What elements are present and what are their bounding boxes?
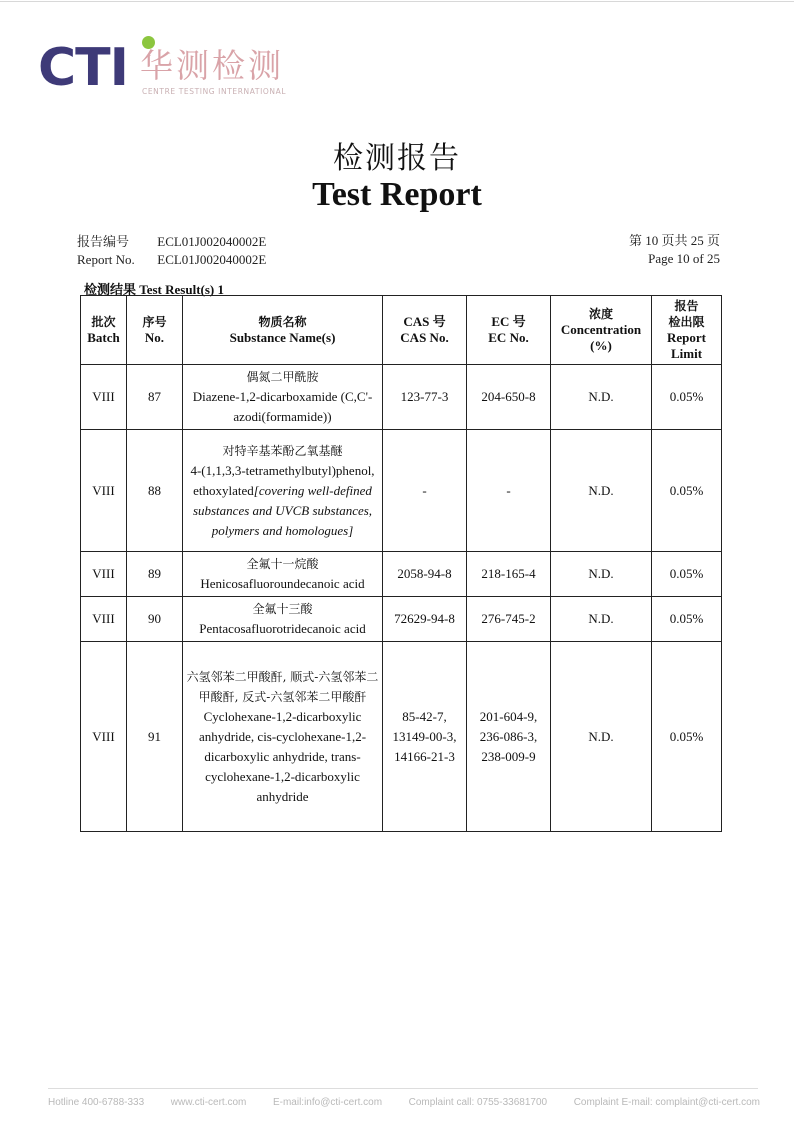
substance-name-en-italic: [covering well-defined substances and UVCB substances, polymers and homologues]	[192, 482, 373, 538]
cell-limit: 0.05%	[652, 642, 722, 832]
footer	[48, 1097, 760, 1108]
logo-name-cn: 华测检测	[140, 46, 284, 85]
cell-batch: VIII	[81, 597, 127, 642]
page-number-block	[629, 232, 720, 268]
cell-concentration: N.D.	[551, 365, 652, 430]
substance-name-en: Diazene-1,2-dicarboxamide (C,C'-azodi(formamide))	[192, 389, 373, 424]
table-row	[81, 365, 722, 430]
cell-no: 90	[127, 597, 183, 642]
report-no-label-cn: 报告编号	[77, 234, 130, 249]
cell-limit: 0.05%	[652, 552, 722, 597]
cell-substance-name	[183, 642, 383, 832]
cell-concentration: N.D.	[551, 552, 652, 597]
title-cn: 检测报告	[333, 141, 461, 176]
table-row	[81, 430, 722, 552]
substance-name-cn: 全氟十一烷酸	[246, 557, 319, 571]
cell-no: 91	[127, 642, 183, 832]
cell-batch: VIII	[81, 365, 127, 430]
substance-name-cn: 六氢邻苯二甲酸酐, 顺式-六氢邻苯二甲酸酐, 反式-六氢邻苯二甲酸酐	[186, 669, 379, 704]
substance-name-en: Cyclohexane-1,2-dicarboxylic anhydride, cis-cyclohexane-1,2-dicarboxylic anhydride, trans-cyclohexane-1,2-dicarboxylic anhydride	[198, 708, 367, 804]
report-no-label-en: Report No.	[77, 252, 135, 267]
table-row	[81, 552, 722, 597]
cell-batch: VIII	[81, 552, 127, 597]
top-rule	[0, 1, 794, 2]
logo-name-en: CENTRE TESTING INTERNATIONAL	[142, 87, 287, 96]
cell-limit: 0.05%	[652, 365, 722, 430]
substance-name-en: Henicosafluoroundecanoic acid	[200, 576, 365, 591]
header-no: 序号 No.	[127, 296, 183, 365]
header-concentration: 浓度 Concentration (%)	[551, 296, 652, 365]
header-cas: CAS 号 CAS No.	[383, 296, 467, 365]
substance-name-en: 4-(1,1,3,3-tetramethylbutyl)phenol, ethoxylated	[190, 462, 375, 498]
table-row	[81, 642, 722, 832]
report-number-en: ECL01J002040002E	[157, 252, 267, 267]
cell-limit: 0.05%	[652, 597, 722, 642]
cell-no: 89	[127, 552, 183, 597]
cell-substance-name	[183, 365, 383, 430]
cell-substance-name	[183, 430, 383, 552]
cell-batch: VIII	[81, 642, 127, 832]
header-batch: 批次 Batch	[81, 296, 127, 365]
cell-limit: 0.05%	[652, 430, 722, 552]
header-ec: EC 号 EC No.	[467, 296, 551, 365]
cell-concentration: N.D.	[551, 597, 652, 642]
cell-cas: 123-77-3	[383, 365, 467, 430]
cell-no: 88	[127, 430, 183, 552]
cell-concentration: N.D.	[551, 430, 652, 552]
substance-name-cn: 偶氮二甲酰胺	[246, 370, 319, 384]
logo-mark: CTI	[38, 38, 128, 98]
cell-ec: 201-604-9, 236-086-3, 238-009-9	[467, 642, 551, 832]
header-substance-name: 物质名称 Substance Name(s)	[183, 296, 383, 365]
footer-email: E-mail:info@cti-cert.com	[272, 1097, 383, 1108]
cell-concentration: N.D.	[551, 642, 652, 832]
footer-complaint-email: Complaint E-mail: complaint@cti-cert.com	[573, 1097, 760, 1108]
header-report-limit: 报告 检出限 Report Limit	[652, 296, 722, 365]
footer-hotline: Hotline 400-6788-333	[48, 1097, 145, 1108]
substance-name-cn: 对特辛基苯酚乙氧基醚	[222, 443, 343, 458]
section-title: 检测结果 Test Result(s) 1	[84, 282, 224, 297]
table-header-row	[81, 296, 722, 365]
page-number-en: Page 10 of 25	[648, 251, 720, 266]
cell-cas: 72629-94-8	[383, 597, 467, 642]
cell-substance-name	[183, 552, 383, 597]
cell-ec: 218-165-4	[467, 552, 551, 597]
title-en: Test Report	[312, 176, 482, 213]
cell-cas: -	[383, 430, 467, 552]
cell-batch: VIII	[81, 430, 127, 552]
report-number-block	[77, 233, 266, 269]
cell-ec: 276-745-2	[467, 597, 551, 642]
cell-cas: 2058-94-8	[383, 552, 467, 597]
results-table	[80, 295, 722, 832]
page-number-cn: 第 10 页共 25 页	[628, 233, 720, 248]
cell-cas: 85-42-7, 13149-00-3, 14166-21-3	[383, 642, 467, 832]
cell-ec: 204-650-8	[467, 365, 551, 430]
footer-complaint-call: Complaint call: 0755-33681700	[408, 1097, 548, 1108]
footer-website: www.cti-cert.com	[170, 1097, 247, 1108]
cell-substance-name	[183, 597, 383, 642]
table-row	[81, 597, 722, 642]
company-logo	[38, 36, 338, 106]
substance-name-cn: 全氟十三酸	[252, 602, 313, 616]
footer-rule	[48, 1088, 758, 1089]
substance-name-en: Pentacosafluorotridecanoic acid	[199, 621, 366, 636]
report-number: ECL01J002040002E	[157, 234, 267, 249]
cell-no: 87	[127, 365, 183, 430]
cell-ec: -	[467, 430, 551, 552]
